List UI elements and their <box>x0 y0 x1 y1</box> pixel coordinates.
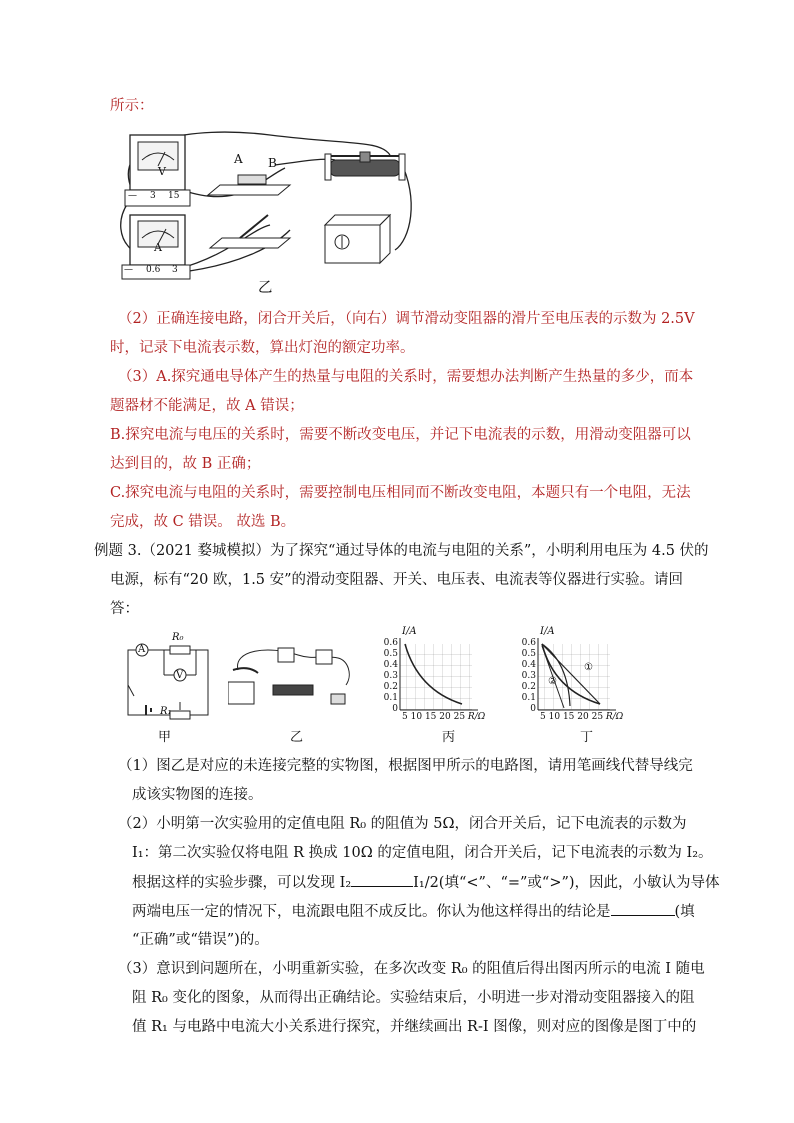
fig-yi-label: 乙 <box>290 730 304 745</box>
q2-line2: I₁：第二次实验仅将电阻 R 换成 10Ω 的定值电阻，闭合开关后，记下电流表的示数为 I₂。 <box>132 845 713 861</box>
voltmeter-symbol: V <box>158 165 166 178</box>
voltmeter-terminal-3: 3 <box>150 191 156 201</box>
ding-yticks: 0.6 0.5 0.4 0.3 0.2 0.1 0 <box>521 638 536 714</box>
example3-line2: 电源，标有“20 欧，1.5 安”的滑动变阻器、开关、电压表、电流表等仪器进行实验。请回 <box>110 572 684 588</box>
circuit-ammeter-symbol: A <box>138 644 146 655</box>
apparatus-yi <box>228 640 358 730</box>
answer-pb-line1: B.探究电流与电压的关系时，需要不断改变电压，并记下电流表的示数，用滑动变阻器可以 <box>110 427 691 443</box>
ding-xticks: 5 10 15 20 25 R/Ω <box>540 712 624 722</box>
figure1-label: 乙 <box>258 280 273 296</box>
ding-curve-2-label: ② <box>548 676 557 687</box>
terminal-b-label: B <box>268 156 277 170</box>
fig-bing-label: 丙 <box>442 730 456 745</box>
q2-line5: “正确”或“错误”)的。 <box>132 932 269 948</box>
q3-line2: 阻 R₀ 变化的图象，从而得出正确结论。实验结束后，小明进一步对滑动变阻器接入的阻 <box>132 990 695 1006</box>
ding-ylabel: I/A <box>540 626 555 637</box>
switch <box>210 215 290 248</box>
ammeter-terminal-3: 3 <box>172 265 178 275</box>
circuit-r1-label: R₁ <box>160 706 172 717</box>
answer-p2-line1: （2）正确连接电路，闭合开关后，（向右）调节滑动变阻器的滑片至电压表的示数为 2.5V <box>118 311 695 327</box>
battery-box <box>325 215 390 263</box>
circuit-r0-label: R₀ <box>172 632 184 643</box>
answer-blank-2[interactable] <box>611 901 675 916</box>
answer-blank-1[interactable] <box>351 872 413 887</box>
circuit-voltmeter-symbol: V <box>176 670 184 681</box>
ammeter-terminal-neg: — <box>124 265 133 275</box>
voltmeter-terminal-15: 15 <box>168 191 180 201</box>
example3-line3: 答： <box>110 601 139 617</box>
q1-line1: （1）图乙是对应的未连接完整的实物图，根据图甲所示的电路图，请用笔画线代替导线完 <box>118 758 693 774</box>
answer-pc-line1: C.探究电流与电阻的关系时，需要控制电压相同而不断改变电阻，本题只有一个电阻，无法 <box>110 485 691 501</box>
answer-p3-line2: 题器材不能满足，故 A 错误； <box>110 398 304 414</box>
q2-line1: （2）小明第一次实验用的定值电阻 R₀ 的阻值为 5Ω，闭合开关后，记下电流表的示数为 <box>118 816 687 832</box>
q2-line4: 两端电压一定的情况下，电流跟电阻不成反比。你认为他这样得出的结论是 (填 <box>132 901 695 922</box>
answer-pb-line2: 达到目的，故 B 正确； <box>110 456 261 472</box>
q3-line1: （3）意识到问题所在，小明重新实验，在多次改变 R₀ 的阻值后得出图丙所示的电流 I 随电 <box>118 961 705 977</box>
voltmeter-terminal-neg: — <box>128 191 137 201</box>
example3-line1: 例题 3.（2021 婺城模拟）为了探究“通过导体的电流与电阻的关系”，小明利用电压为 4.5 伏的 <box>94 543 709 559</box>
bing-ylabel: I/A <box>402 626 417 637</box>
bing-yticks: 0.6 0.5 0.4 0.3 0.2 0.1 0 <box>383 638 398 714</box>
q2-line3: 根据这样的实验步骤，可以发现 I₂ I₁/2(填“<”、“=”或“>”)，因此，小敏认为导体 <box>132 872 720 893</box>
answer-p2-line2: 时，记录下电流表示数，算出灯泡的额定功率。 <box>110 340 415 356</box>
ding-curve-1-label: ① <box>584 662 593 673</box>
answer-p3-line1: （3）A.探究通电导体产生的热量与电阻的关系时，需要想办法判断产生热量的多少，而本 <box>118 369 694 385</box>
q1-line2: 成该实物图的连接。 <box>132 787 263 803</box>
resistor-board <box>208 175 290 195</box>
ammeter-terminal-06: 0.6 <box>146 265 161 275</box>
fig-ding-label: 丁 <box>580 730 594 745</box>
apparatus-figure <box>110 120 420 280</box>
fig-jia-label: 甲 <box>158 730 172 745</box>
rheostat <box>325 152 405 180</box>
intro-text: 所示： <box>110 98 154 114</box>
figure2-row <box>120 626 640 747</box>
terminal-a-label: A <box>234 152 243 166</box>
answer-pc-line2: 完成，故 C 错误。 故选 B。 <box>110 514 296 530</box>
ammeter-symbol: A <box>154 241 162 254</box>
q3-line3: 值 R₁ 与电路中电流大小关系进行探究，并继续画出 R-I 图像，则对应的图像是图丁中的 <box>132 1019 697 1035</box>
bing-xticks: 5 10 15 20 25 R/Ω <box>402 712 486 722</box>
